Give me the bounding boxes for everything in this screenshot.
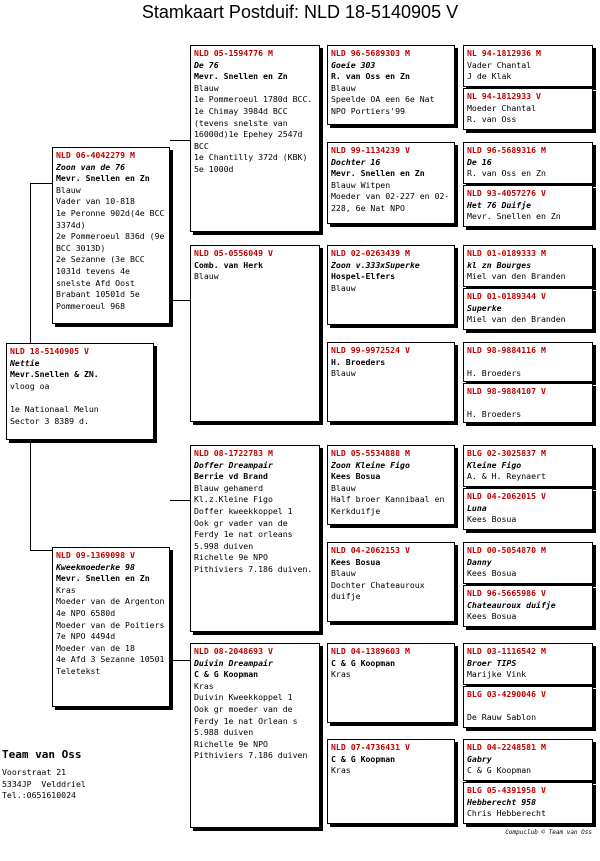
team-info	[2, 748, 86, 802]
connector-line	[30, 550, 52, 551]
owner: Mevr. Snellen en Zn	[194, 71, 288, 82]
pigeon-notes: Kras	[331, 669, 351, 680]
ring-number: NLD 98-9884107 V	[467, 386, 546, 396]
owner: Marijke Vink	[467, 669, 527, 680]
pigeon-card-fm	[190, 245, 320, 422]
pigeon-name: Superke	[467, 302, 502, 313]
pigeon-card-g2	[463, 88, 593, 130]
ring-number: NLD 93-4057276 V	[467, 188, 546, 198]
owner: Mevr.Snellen & ZN.	[10, 369, 99, 380]
ring-number: NLD 99-1134239 V	[331, 145, 410, 155]
pigeon-notes: Blauw gehamerd Kl.z.Kleine Figo Doffer kweekkoppel 1 Ook gr vader van de Ferdy 1e nat orleans 5.998 duiven Richelle 9e NPO Pithiviers 7.186 duiven.	[194, 482, 313, 574]
pigeon-card-g8	[463, 383, 593, 423]
owner: Mevr. Snellen en Zn	[56, 173, 150, 184]
pigeon-notes: Blauw 1e Pommeroeul 1780d BCC. 1e Chimay 3984d BCC (tevens snelste van 16000d)1e Epehey 2547d BCC 1e Chantilly 372d (KBK) 5e 1000d	[194, 82, 313, 174]
owner: Berrie vd Brand	[194, 471, 268, 482]
pigeon-name: De 76	[194, 59, 219, 70]
team-address: Voorstraat 21 5334JP Velddriel Tel.:0651610024	[2, 767, 86, 801]
owner: A. & H. Reynaert	[467, 471, 546, 482]
ring-number: NLD 96-5689303 M	[331, 48, 410, 58]
ring-number: NLD 09-1369098 V	[56, 550, 135, 560]
ring-number: NLD 96-5689316 M	[467, 145, 546, 155]
connector-line	[170, 140, 190, 141]
connector-line	[30, 183, 31, 345]
ring-number: BLG 05-4391958 V	[467, 785, 546, 795]
pigeon-card-ffm	[327, 142, 455, 224]
ring-number: BLG 02-3025837 M	[467, 448, 546, 458]
pigeon-notes: Blauw	[331, 368, 356, 379]
owner: Kees Bosua	[331, 556, 381, 567]
pigeon-card-g14	[463, 686, 593, 728]
pigeon-card-g11	[463, 542, 593, 584]
pigeon-name: Het 76 Duifje	[467, 199, 532, 210]
ring-number: NL 94-1812936 M	[467, 48, 541, 58]
pigeon-achievements: 1e Nationaal Melun Sector 3 8389 d.	[10, 403, 99, 426]
ring-number: NLD 01-0189333 M	[467, 248, 546, 258]
pigeon-card-g1	[463, 45, 593, 87]
pigeon-notes: Kras Duivin Kweekkoppel 1 Ook gr moeder van de Ferdy 1e nat Orlean s 5.988 duiven Richelle 9e NPO Pithiviers 7.186 duiven	[194, 680, 308, 761]
owner: Chris Hebberecht	[467, 808, 546, 819]
pigeon-card-fff	[327, 45, 455, 125]
owner: Miel van den Branden	[467, 271, 566, 282]
owner: C & G Koopman	[194, 669, 259, 680]
connector-line	[170, 660, 190, 661]
ring-number: NLD 05-0556049 V	[194, 248, 273, 258]
pigeon-card-mother	[52, 547, 170, 707]
pigeon-name: Broer TIPS	[467, 657, 517, 668]
owner: C & G Koopman	[331, 657, 396, 668]
owner: Miel van den Branden	[467, 314, 566, 325]
pigeon-name: De 16	[467, 156, 492, 167]
owner: De Rauw Sablon	[467, 711, 537, 722]
owner: Vader Chantal J de Klak	[467, 59, 532, 82]
pigeon-notes: Blauw Witpen Moeder van 02-227 en 02-228, 6e Nat NPO	[331, 179, 450, 213]
pigeon-card-g16	[463, 782, 593, 824]
pigeon-notes: Blauw Vader van 10-818 1e Peronne 902d(4e BCC 3374d) 2e Pommeroeul 836d (9e BCC 3013D) 2e Sezanne (3e BCC 1031d tevens 4e snelste Afd Oost Brabant 10501d 5e Pommeroeul 968	[56, 184, 165, 311]
owner: Mevr. Snellen en Zn	[56, 573, 150, 584]
pigeon-name: Luna	[467, 502, 487, 513]
pigeon-card-mm	[190, 643, 320, 828]
pigeon-name: Zoon Kleine Figo	[331, 459, 410, 470]
pigeon-card-mmf	[327, 643, 455, 723]
pigeon-card-mff	[327, 445, 455, 525]
footer-credit: Compuclub © Team van Oss	[505, 829, 592, 836]
ring-number: NLD 04-2062153 V	[331, 545, 410, 555]
pigeon-card-g12	[463, 585, 593, 627]
pigeon-card-g15	[463, 739, 593, 781]
owner: Kees Bosua	[467, 611, 517, 622]
owner: R. van Oss en Zn	[331, 71, 410, 82]
pigeon-card-g13	[463, 643, 593, 685]
pigeon-card-mf	[190, 445, 320, 632]
ring-number: BLG 03-4290046 V	[467, 689, 546, 699]
pigeon-card-ff	[190, 45, 320, 232]
ring-number: NLD 18-5140905 V	[10, 346, 89, 356]
owner: Mevr. Snellen en Zn	[467, 211, 561, 222]
ring-number: NL 94-1812933 V	[467, 91, 541, 101]
pigeon-notes: Kras	[331, 765, 351, 776]
pigeon-name: Dochter 16	[331, 156, 381, 167]
owner: C & G Koopman	[467, 765, 532, 776]
owner: R. van Oss en Zn	[467, 168, 546, 179]
ring-number: NLD 00-5054870 M	[467, 545, 546, 555]
ring-number: NLD 01-0189344 V	[467, 291, 546, 301]
ring-number: NLD 05-5534888 M	[331, 448, 410, 458]
owner: H. Broeders	[467, 367, 522, 378]
owner: H. Broeders	[331, 356, 386, 367]
ring-number: NLD 04-1389603 M	[331, 646, 410, 656]
owner: Kees Bosua	[331, 471, 381, 482]
pigeon-card-g4	[463, 185, 593, 227]
ring-number: NLD 04-2062015 V	[467, 491, 546, 501]
pigeon-card-mfm	[327, 542, 455, 622]
pigeon-card-g6	[463, 288, 593, 330]
pigeon-name: Chateauroux duifje	[467, 599, 556, 610]
pigeon-notes: vloog oa	[10, 380, 50, 391]
pigeon-name: Nettie	[10, 357, 40, 368]
pigeon-name: Hebberecht 958	[467, 796, 537, 807]
pigeon-name: Kleine Figo	[467, 459, 522, 470]
pigeon-notes: Blauw	[194, 271, 219, 282]
connector-line	[30, 183, 52, 184]
pigeon-name: Zoon v.333xSuperke	[331, 259, 420, 270]
pigeon-name: Doffer Dreampair	[194, 459, 273, 470]
pigeon-name: Gabry	[467, 753, 492, 764]
pigeon-notes: Blauw Speelde OA een 6e Nat NPO Portiers'99	[331, 82, 435, 116]
pigeon-card-fmf	[327, 245, 455, 325]
connector-line	[170, 300, 190, 301]
pigeon-card-g10	[463, 488, 593, 530]
page-title: Stamkaart Postduif: NLD 18-5140905 V	[141, 2, 459, 22]
connector-line	[170, 500, 190, 501]
pigeon-notes: Blauw Half broer Kannibaal en Kerkduifje	[331, 482, 445, 516]
ring-number: NLD 07-4736431 V	[331, 742, 410, 752]
ring-number: NLD 06-4042279 M	[56, 150, 135, 160]
pigeon-name: Zoon van de 76	[56, 161, 126, 172]
pigeon-notes: Blauw	[331, 282, 356, 293]
owner: Mevr. Snellen en Zn	[331, 168, 425, 179]
pigeon-card-mmm	[327, 739, 455, 824]
pigeon-card-g3	[463, 142, 593, 184]
owner: Hospel-Elfers	[331, 271, 396, 282]
owner: Kees Bosua	[467, 568, 517, 579]
pigeon-name: kl zn Bourges	[467, 259, 532, 270]
owner: Kees Bosua	[467, 514, 517, 525]
pigeon-card-g5	[463, 245, 593, 287]
pigeon-notes: Blauw Dochter Chateauroux duifje	[331, 568, 425, 602]
pigeon-name: Kweekmoederke 98	[56, 561, 135, 572]
pigeon-card-main	[6, 343, 154, 440]
pigeon-name: Duivin Dreampair	[194, 657, 273, 668]
pigeon-notes: Kras Moeder van de Argenton 4e NPO 6580d Moeder van de Poitiers 7e NPO 4494d Moeder van de 18 4e Afd 3 Sezanne 10501 Teletekst	[56, 584, 165, 676]
owner: H. Broeders	[467, 408, 522, 419]
owner: C & G Koopman	[331, 753, 396, 764]
ring-number: NLD 08-2048693 V	[194, 646, 273, 656]
team-name: Team van Oss	[2, 748, 82, 761]
ring-number: NLD 98-9884116 M	[467, 345, 546, 355]
owner: Moeder Chantal R. van Oss	[467, 102, 537, 125]
pigeon-card-g7	[463, 342, 593, 382]
ring-number: NLD 02-0263439 M	[331, 248, 410, 258]
pigeon-card-fmm	[327, 342, 455, 422]
pigeon-name: Danny	[467, 556, 492, 567]
pigeon-card-father	[52, 147, 170, 324]
ring-number: NLD 08-1722783 M	[194, 448, 273, 458]
owner: Comb. van Herk	[194, 259, 264, 270]
ring-number: NLD 99-9972524 V	[331, 345, 410, 355]
ring-number: NLD 04-2248581 M	[467, 742, 546, 752]
connector-line	[30, 440, 31, 550]
pigeon-card-g9	[463, 445, 593, 487]
ring-number: NLD 96-5665986 V	[467, 588, 546, 598]
ring-number: NLD 03-1116542 M	[467, 646, 546, 656]
pigeon-name: Goeie 303	[331, 59, 376, 70]
ring-number: NLD 05-1594776 M	[194, 48, 273, 58]
